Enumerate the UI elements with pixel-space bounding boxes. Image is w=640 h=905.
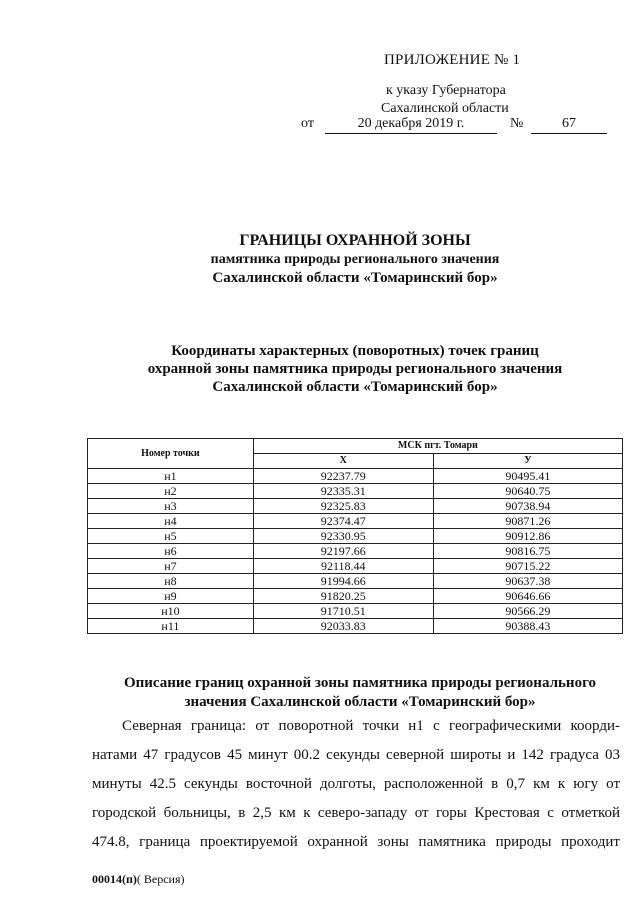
table-row [88, 529, 623, 544]
cell-point: н3 [88, 499, 254, 514]
table-row [88, 574, 623, 589]
cell-y: 90566.29 [433, 604, 622, 619]
cell-y: 90871.26 [433, 514, 622, 529]
description-line: Северная граница: от поворотной точки н1 с географическими коорди- [122, 718, 620, 734]
header-coordinate-system: МСК пгт. Томари [253, 439, 622, 454]
table-row [88, 499, 623, 514]
cell-x: 92325.83 [253, 499, 433, 514]
header-y: У [433, 454, 622, 469]
description-line: городской больницы, в 2,5 км к северо-западу от горы Крестовая с отметкой [92, 805, 620, 821]
coordinates-title-line: Сахалинской области «Томаринский бор» [212, 379, 498, 395]
appendix-decree-line: к указу Губернатора [386, 83, 506, 98]
description-title [95, 674, 625, 712]
cell-point: н9 [88, 589, 254, 604]
coordinates-table [87, 438, 623, 634]
header-x: X [253, 454, 433, 469]
main-heading: ГРАНИЦЫ ОХРАННОЙ ЗОНЫ [239, 232, 471, 249]
cell-point: н7 [88, 559, 254, 574]
table-row [88, 559, 623, 574]
cell-y: 90640.75 [433, 484, 622, 499]
appendix-date-number-line [301, 116, 611, 136]
number-sign: № [510, 116, 524, 131]
cell-point: н5 [88, 529, 254, 544]
cell-x: 92374.47 [253, 514, 433, 529]
description-body [92, 712, 620, 857]
description-line: минуты 42.5 секунды восточной долготы, расположенной в 0,7 км к югу от [92, 776, 620, 792]
coordinates-title-line: Координаты характерных (поворотных) точек границ [171, 343, 539, 359]
main-subheading-region: Сахалинской области «Томаринский бор» [212, 270, 498, 286]
main-subheading: памятника природы регионального значения [210, 252, 500, 267]
appendix-title: ПРИЛОЖЕНИЕ № 1 [384, 52, 521, 68]
description-line: 474.8, граница проектируемой охранной зоны памятника природы проходит [92, 834, 620, 850]
cell-y: 90646.66 [433, 589, 622, 604]
appendix-region-line: Сахалинской области [381, 101, 509, 116]
footer-version: ( Версия) [136, 872, 185, 886]
cell-x: 92330.95 [253, 529, 433, 544]
description-title-line: Описание границ охранной зоны памятника природы регионального [123, 675, 597, 691]
cell-x: 92335.31 [253, 484, 433, 499]
cell-point: н6 [88, 544, 254, 559]
from-label: от [301, 116, 314, 131]
cell-y: 90715.22 [433, 559, 622, 574]
coordinates-table-body [88, 469, 623, 634]
cell-x: 91710.51 [253, 604, 433, 619]
cell-x: 92197.66 [253, 544, 433, 559]
cell-y: 90816.75 [433, 544, 622, 559]
cell-point: н2 [88, 484, 254, 499]
header-point-number: Номер точки [88, 439, 254, 469]
decree-number: 67 [531, 116, 607, 134]
cell-point: н8 [88, 574, 254, 589]
table-row [88, 514, 623, 529]
cell-y: 90495.41 [433, 469, 622, 484]
footer-document-code: 00014(п) [92, 872, 137, 886]
coordinates-title [100, 342, 610, 396]
cell-point: н4 [88, 514, 254, 529]
cell-x: 91820.25 [253, 589, 433, 604]
cell-y: 90637.38 [433, 574, 622, 589]
description-title-line: значения Сахалинской области «Томаринский бор» [184, 694, 536, 710]
table-row [88, 604, 623, 619]
table-row [88, 619, 623, 634]
cell-y: 90388.43 [433, 619, 622, 634]
decree-date: 20 декабря 2019 г. [325, 116, 497, 134]
table-row [88, 484, 623, 499]
table-row [88, 544, 623, 559]
cell-x: 92237.79 [253, 469, 433, 484]
cell-x: 92118.44 [253, 559, 433, 574]
cell-point: н1 [88, 469, 254, 484]
footer-code [92, 872, 185, 887]
cell-point: н10 [88, 604, 254, 619]
cell-x: 92033.83 [253, 619, 433, 634]
table-row [88, 469, 623, 484]
cell-x: 91994.66 [253, 574, 433, 589]
coordinates-title-line: охранной зоны памятника природы регионального значения [147, 361, 563, 377]
table-row [88, 589, 623, 604]
cell-point: н11 [88, 619, 254, 634]
cell-y: 90738.94 [433, 499, 622, 514]
cell-y: 90912.86 [433, 529, 622, 544]
description-line: натами 47 градусов 45 минут 00.2 секунды северной широты и 142 градуса 03 [92, 747, 620, 763]
